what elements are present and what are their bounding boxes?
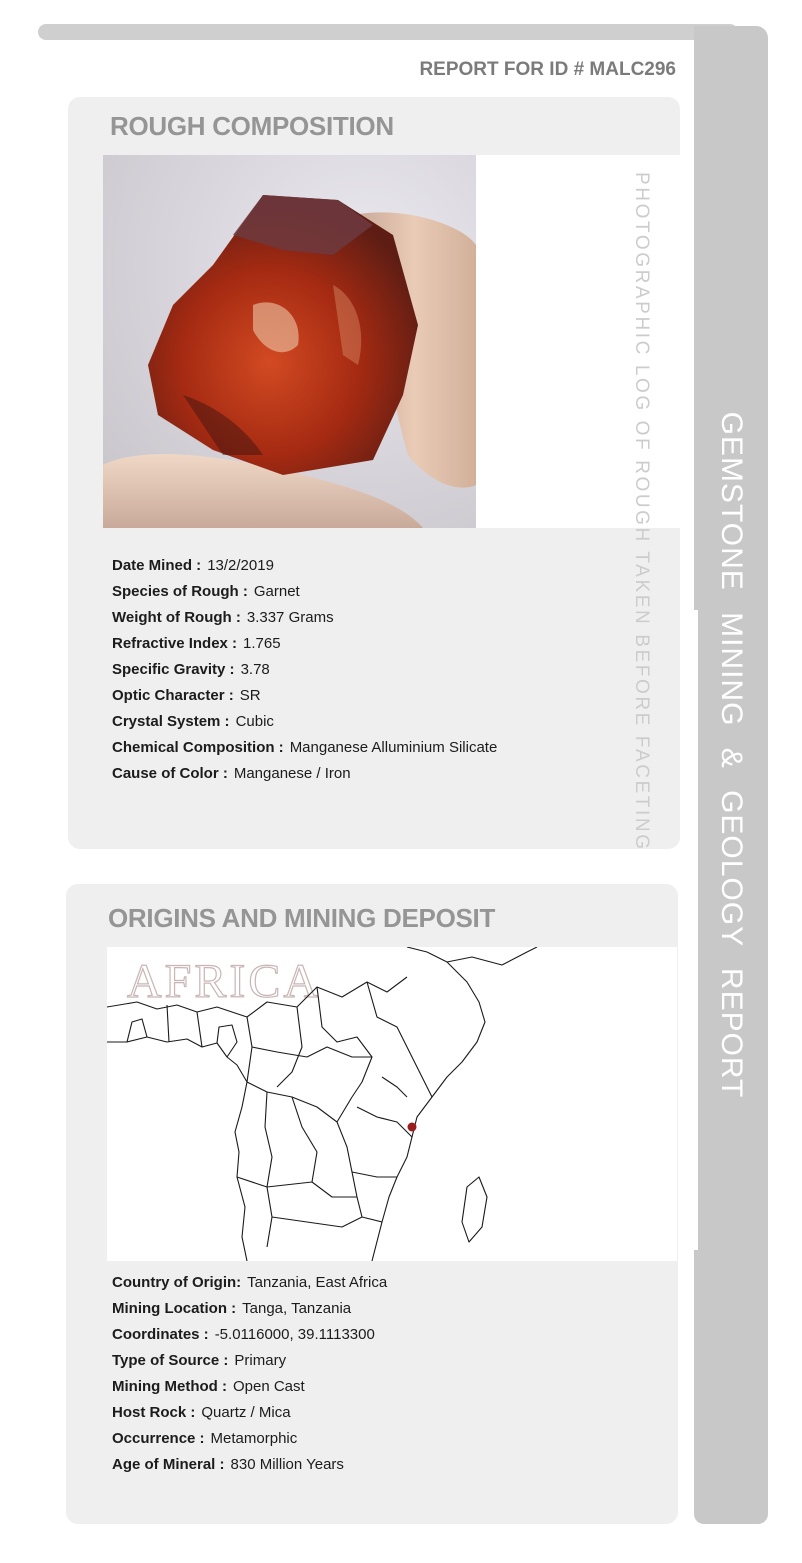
list-item: Host Rock : Quartz / Mica bbox=[112, 1404, 291, 1421]
list-item: Mining Method : Open Cast bbox=[112, 1378, 305, 1395]
rough-photo-caption: PHOTOGRAPHIC LOG OF ROUGH TAKEN BEFORE FACETING bbox=[631, 172, 652, 852]
top-header-bar bbox=[38, 24, 738, 40]
list-item: Country of Origin: Tanzania, East Africa bbox=[112, 1274, 388, 1291]
africa-map-drawing bbox=[107, 947, 677, 1261]
report-side-title: GEMSTONE MINING & GEOLOGY REPORT bbox=[715, 411, 748, 1099]
list-item: Coordinates : -5.0116000, 39.1113300 bbox=[112, 1326, 375, 1343]
list-item: Refractive Index : 1.765 bbox=[112, 635, 281, 652]
africa-map bbox=[107, 947, 677, 1261]
list-item: Optic Character : SR bbox=[112, 687, 261, 704]
side-band-notch bbox=[684, 610, 698, 1250]
list-item: Chemical Composition : Manganese Alluminium Silicate bbox=[112, 739, 498, 756]
rough-composition-title: ROUGH COMPOSITION bbox=[110, 111, 394, 141]
origin-properties-list bbox=[112, 1270, 387, 1478]
map-continent-label: AFRICA bbox=[127, 955, 322, 1008]
list-item: Date Mined : 13/2/2019 bbox=[112, 557, 274, 574]
rough-properties-list bbox=[112, 553, 497, 787]
report-id-heading: REPORT FOR ID # MALC296 bbox=[419, 59, 676, 80]
list-item: Cause of Color : Manganese / Iron bbox=[112, 765, 351, 782]
list-item: Weight of Rough : 3.337 Grams bbox=[112, 609, 334, 626]
list-item: Type of Source : Primary bbox=[112, 1352, 287, 1369]
list-item: Occurrence : Metamorphic bbox=[112, 1430, 298, 1447]
list-item: Crystal System : Cubic bbox=[112, 713, 274, 730]
rough-photo-frame bbox=[103, 155, 680, 528]
origins-title: ORIGINS AND MINING DEPOSIT bbox=[108, 903, 496, 933]
mine-location-marker bbox=[408, 1123, 417, 1132]
list-item: Mining Location : Tanga, Tanzania bbox=[112, 1300, 352, 1317]
list-item: Species of Rough : Garnet bbox=[112, 583, 300, 600]
list-item: Age of Mineral : 830 Million Years bbox=[112, 1456, 344, 1473]
list-item: Specific Gravity : 3.78 bbox=[112, 661, 270, 678]
rough-gemstone-photo bbox=[103, 155, 476, 528]
